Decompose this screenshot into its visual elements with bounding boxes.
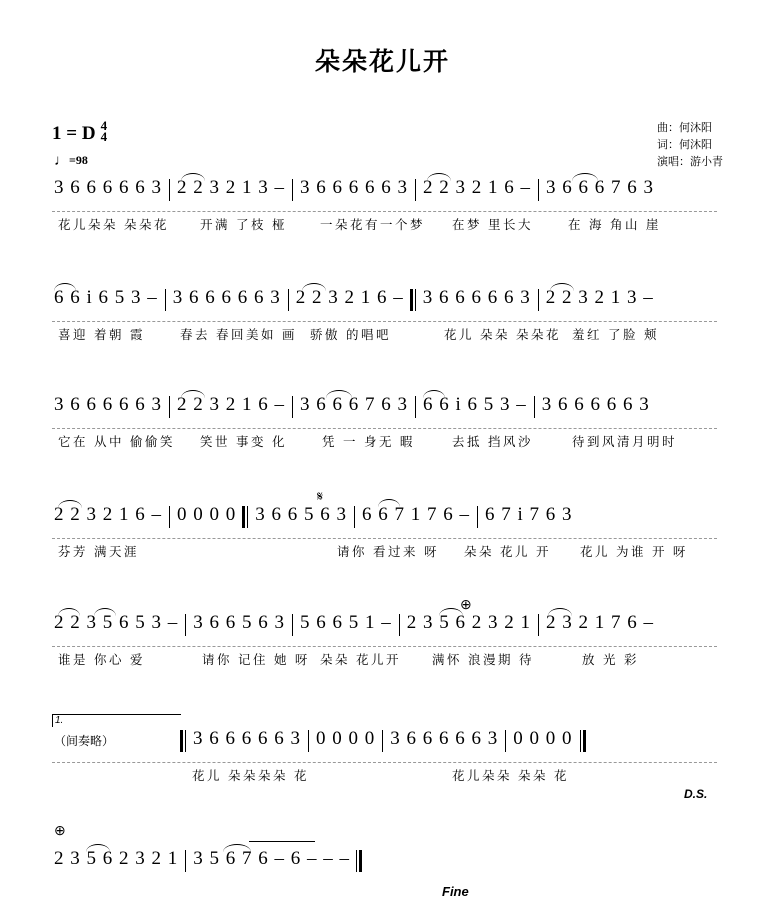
system-6-lyrics <box>52 763 717 801</box>
time-signature <box>101 120 108 142</box>
tempo-value: =98 <box>69 153 88 167</box>
system-7-lyrics <box>52 882 717 906</box>
repeat-start-sign <box>180 730 187 752</box>
volta-label: 1. <box>55 715 64 726</box>
note-group: 3 6 6 6 6 6 3 <box>54 177 162 198</box>
rest-group: 0 0 0 0 <box>513 728 573 749</box>
segno-icon: 𝄋 <box>317 488 324 504</box>
system-1 <box>52 177 717 236</box>
barline <box>477 506 478 528</box>
note-group: 3 6 6 5 6 3 <box>255 504 347 525</box>
repeat-end-sign <box>579 730 586 752</box>
lyric: 一朵花有一个梦 <box>320 218 426 232</box>
note-group: 2 2 3 2 1 6 – <box>177 394 285 415</box>
measure <box>52 504 164 526</box>
note-group: 5 6 6 5 1 – <box>300 612 392 633</box>
note-group: 3 6 6 6 7 6 3 <box>300 394 408 415</box>
note-group: 6 6 i 6 5 3 – <box>423 394 527 415</box>
system-4-notes <box>52 504 717 539</box>
barline <box>505 730 506 752</box>
measure <box>52 612 180 634</box>
measure <box>388 728 500 750</box>
measure <box>511 728 574 750</box>
interlude-measure <box>52 728 176 748</box>
barline <box>288 289 289 311</box>
system-5-lyrics <box>52 647 717 671</box>
measure <box>298 612 394 634</box>
system-3-lyrics <box>52 429 717 453</box>
measure <box>171 287 283 309</box>
system-2-notes <box>52 287 717 322</box>
barline <box>292 179 293 201</box>
barline <box>354 506 355 528</box>
lyric: 朵朵 花儿 开 <box>464 545 551 559</box>
fine-marking: Fine <box>442 884 469 899</box>
lyric: 在梦 里长大 <box>452 218 533 232</box>
measure <box>421 177 533 199</box>
note-group: 2 3 5 6 2 3 2 1 <box>54 848 179 869</box>
note-group: 2 3 5 6 2 3 2 1 <box>406 612 531 633</box>
barline <box>308 730 309 752</box>
measure <box>52 848 180 870</box>
ds-marking: D.S. <box>684 787 708 801</box>
lyric: 去抵 挡风沙 <box>452 435 533 449</box>
lyric: 请你 记住 她 呀 <box>202 653 310 667</box>
final-barline <box>356 850 362 872</box>
lyric: 凭 一 身无 暇 <box>322 435 415 449</box>
measure <box>52 177 164 199</box>
measure <box>52 394 164 416</box>
credit-composer: 曲：何沐阳 <box>657 122 712 134</box>
note-group: 2 2 3 2 1 6 – <box>423 177 531 198</box>
system-7 <box>52 822 717 906</box>
note-group: 2 2 3 2 1 6 – <box>54 504 162 525</box>
lyric: 花儿 朵朵朵朵 花 <box>192 769 309 783</box>
lyric: 花儿朵朵 朵朵 花 <box>452 769 569 783</box>
measure <box>52 287 160 309</box>
note-group: 2 2 3 2 1 3 – <box>177 177 285 198</box>
measure <box>544 177 656 199</box>
note-group: 3 6 6 6 6 6 3 <box>54 394 162 415</box>
measure <box>314 728 377 750</box>
note-group: 3 6 6 6 6 6 3 <box>541 394 650 415</box>
lyric: 羞红 了脸 颊 <box>572 328 659 342</box>
measure <box>298 394 410 416</box>
measure <box>360 504 472 526</box>
measure <box>544 287 656 309</box>
lyric: 春去 春回美如 画 <box>180 328 297 342</box>
system-5-notes <box>52 612 717 647</box>
measure <box>298 177 410 199</box>
tempo-marking <box>54 152 107 169</box>
repeat-start-sign <box>410 289 417 311</box>
key-line <box>52 120 107 144</box>
barline <box>538 614 539 636</box>
lyric: 在 海 角山 崖 <box>568 218 661 232</box>
meter-denominator: 4 <box>100 129 108 144</box>
lyric: 喜迎 着朝 霞 <box>58 328 145 342</box>
measure <box>405 612 533 634</box>
lyric: 芬芳 满天涯 <box>58 545 139 559</box>
lyric: 它在 从中 偷偷笑 <box>58 435 175 449</box>
lyric: 花儿 为谁 开 呀 <box>580 545 688 559</box>
note-group: 2 3 2 1 7 6 – <box>546 612 654 633</box>
system-4-lyrics <box>52 539 717 563</box>
note-group: 6 6 i 6 5 3 – <box>54 287 158 308</box>
lyric: 请你 看过来 呀 <box>337 545 439 559</box>
key-signature-block <box>52 120 107 169</box>
barline <box>538 179 539 201</box>
note-group: 3 6 6 6 6 6 3 <box>193 728 301 749</box>
system-4 <box>52 488 717 563</box>
measure <box>191 728 303 750</box>
lyric: 骄傲 的唱吧 <box>310 328 391 342</box>
system-2-lyrics <box>52 322 717 346</box>
credits-block <box>657 120 723 171</box>
barline <box>292 614 293 636</box>
rest-group: 0 0 0 0 <box>177 504 237 525</box>
note-group: 6 6 7 1 7 6 – <box>362 504 470 525</box>
barline <box>292 396 293 418</box>
system-5 <box>52 596 717 671</box>
barline <box>169 396 170 418</box>
system-6 <box>52 714 717 801</box>
barline <box>382 730 383 752</box>
lyric: 待到风清月明时 <box>572 435 678 449</box>
measure <box>191 612 287 634</box>
system-3-notes <box>52 394 717 429</box>
system-1-lyrics <box>52 212 717 236</box>
system-1-notes <box>52 177 717 212</box>
lyric: 谁是 你心 爱 <box>58 653 145 667</box>
barline <box>165 289 166 311</box>
credit-lyricist: 词：何沐阳 <box>657 139 712 151</box>
note-group: 2 2 3 2 1 3 – <box>545 287 654 308</box>
measure <box>175 504 238 526</box>
quarter-note-icon: ♩ <box>54 153 69 169</box>
sheet-music-page <box>0 42 765 923</box>
system-3 <box>52 394 717 453</box>
lyric: 满怀 浪漫期 待 <box>432 653 534 667</box>
measure <box>175 177 287 199</box>
barline <box>185 850 186 872</box>
system-7-notes <box>52 848 717 882</box>
barline <box>185 614 186 636</box>
measure <box>294 287 406 309</box>
lyric: 开满 了枝 桠 <box>200 218 287 232</box>
system-2 <box>52 287 717 346</box>
barline <box>415 396 416 418</box>
barline <box>415 179 416 201</box>
note-group: 3 6 6 6 6 6 3 <box>300 177 408 198</box>
measure <box>421 394 529 416</box>
note-group: 6 7 i 7 6 3 <box>485 504 573 525</box>
credit-singer: 演唱：游小青 <box>657 156 723 168</box>
note-group: 3 6 6 5 6 3 <box>193 612 285 633</box>
lyric: 放 光 彩 <box>582 653 639 667</box>
barline <box>169 179 170 201</box>
measure <box>544 612 656 634</box>
note-group: 3 6 6 6 7 6 3 <box>546 177 654 198</box>
barline <box>538 289 539 311</box>
measure <box>175 394 287 416</box>
barline <box>534 396 535 418</box>
lyric: 花儿朵朵 朵朵花 <box>58 218 169 232</box>
measure <box>253 504 349 526</box>
coda-icon: ⊕ <box>54 822 66 838</box>
note-group: 3 6 6 6 6 6 3 <box>390 728 499 749</box>
lyric: 花儿 朵朵 朵朵花 <box>444 328 561 342</box>
barline <box>399 614 400 636</box>
measure <box>191 848 352 870</box>
page-title: 朵朵花儿开 <box>314 49 450 76</box>
note-group: 2 2 3 5 6 5 3 – <box>54 612 179 633</box>
measure <box>483 504 575 526</box>
repeat-start-sign <box>242 506 249 528</box>
note-group: 3 6 6 6 6 6 3 <box>172 287 281 308</box>
measure <box>421 287 533 309</box>
rest-group: 0 0 0 0 <box>316 728 376 749</box>
key-label: 1 = D <box>52 123 96 144</box>
lyric: 朵朵 花儿开 <box>320 653 401 667</box>
measure <box>540 394 652 416</box>
meter-numerator: 4 <box>100 118 108 133</box>
note-group: 3 6 6 6 6 6 3 <box>422 287 531 308</box>
interlude-note: （间奏略） <box>54 734 115 748</box>
note-group: 2 2 3 2 1 6 – <box>295 287 404 308</box>
note-group: 3 5 6 7 6 – 6 – – – <box>193 848 350 869</box>
system-6-notes <box>52 714 717 763</box>
coda-icon: ⊕ <box>460 596 472 612</box>
barline <box>169 506 170 528</box>
lyric: 笑世 事变 化 <box>200 435 287 449</box>
